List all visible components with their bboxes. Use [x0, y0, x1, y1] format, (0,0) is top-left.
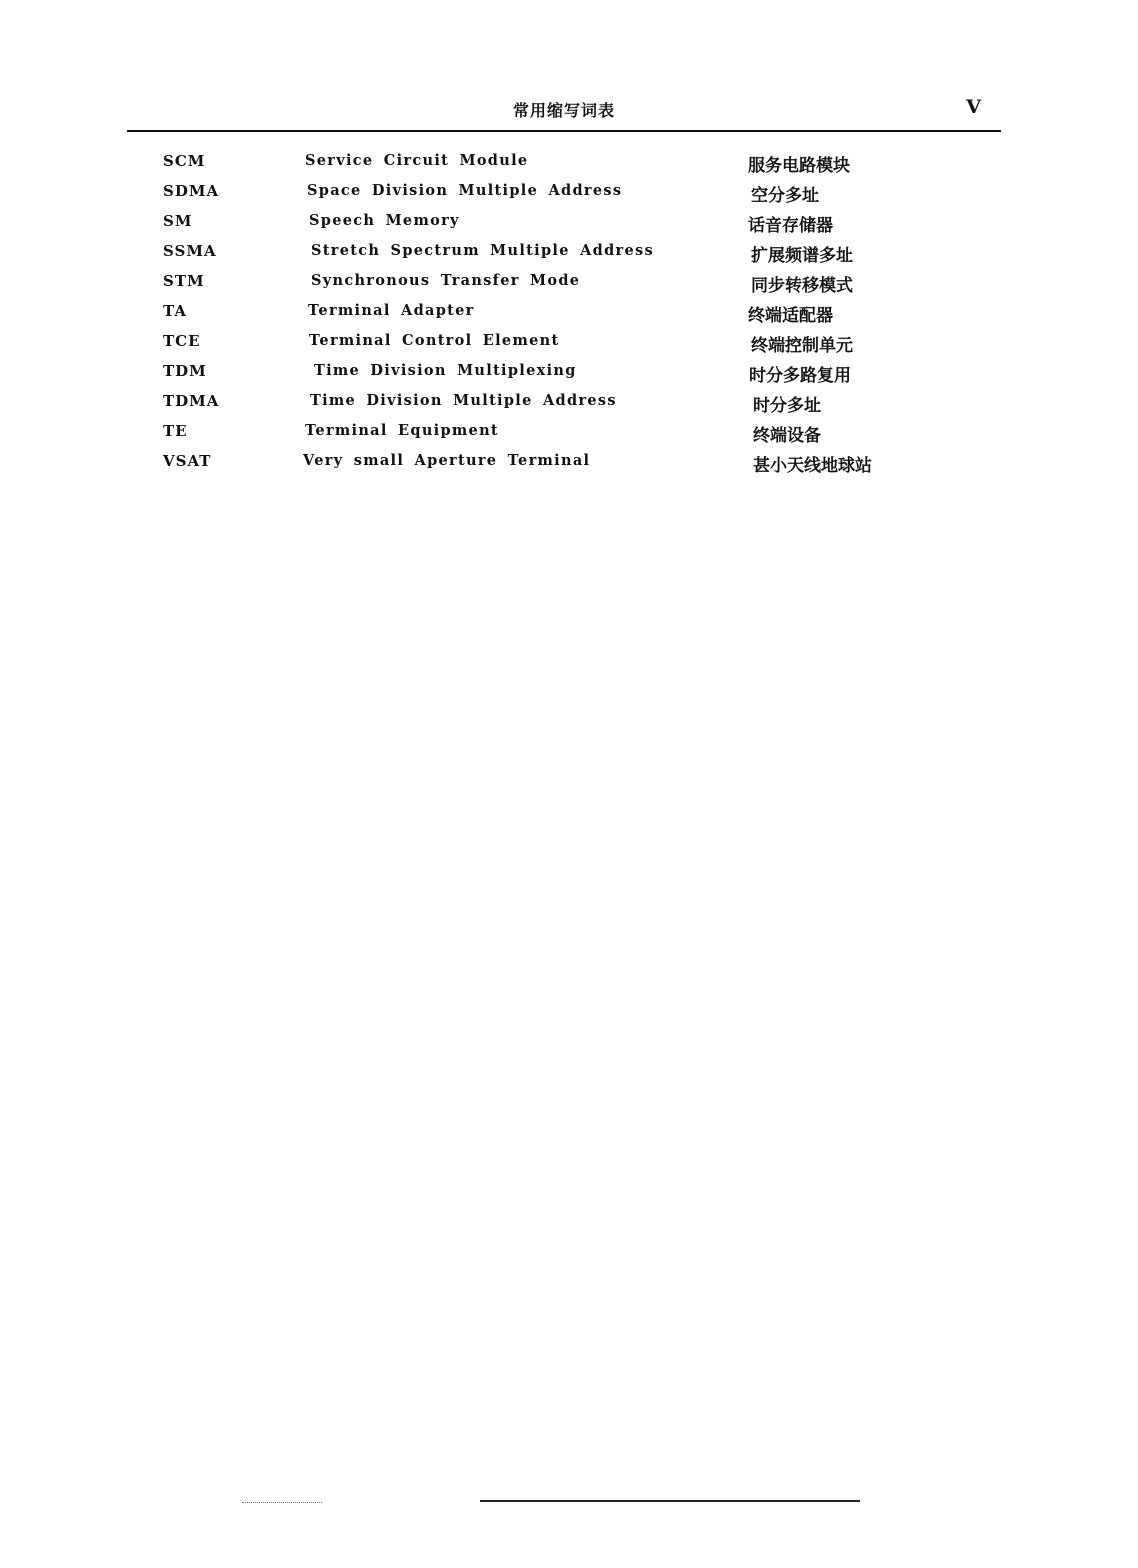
chinese-term: 终端控制单元	[751, 336, 853, 356]
list-item	[163, 240, 923, 270]
list-item	[163, 180, 923, 210]
chinese-term: 扩展频谱多址	[751, 246, 853, 266]
footer-rule-faint	[242, 1502, 322, 1503]
abbreviation: TA	[163, 302, 187, 320]
page-title: 常用缩写词表	[512, 101, 615, 120]
abbreviation: TDMA	[163, 392, 220, 410]
page-number: V	[966, 96, 981, 118]
full-term: Terminal Equipment	[305, 422, 499, 439]
full-term: Stretch Spectrum Multiple Address	[311, 242, 654, 259]
chinese-term: 服务电路模块	[748, 156, 850, 176]
chinese-term: 甚小天线地球站	[753, 456, 872, 476]
page-header	[127, 94, 1001, 132]
list-item	[163, 300, 923, 330]
full-term: Time Division Multiple Address	[310, 392, 617, 409]
abbreviation: VSAT	[163, 452, 212, 470]
list-item	[163, 270, 923, 300]
chinese-term: 时分多路复用	[749, 366, 851, 386]
chinese-term: 空分多址	[751, 186, 819, 206]
full-term: Speech Memory	[309, 212, 460, 229]
full-term: Terminal Control Element	[309, 332, 560, 349]
list-item	[163, 210, 923, 240]
chinese-term: 同步转移模式	[751, 276, 853, 296]
abbreviation-list	[163, 150, 923, 480]
list-item	[163, 150, 923, 180]
list-item	[163, 360, 923, 390]
chinese-term: 时分多址	[753, 396, 821, 416]
abbreviation: SM	[163, 212, 193, 230]
chinese-term: 终端设备	[753, 426, 821, 446]
abbreviation: STM	[163, 272, 205, 290]
list-item	[163, 450, 923, 480]
abbreviation: SSMA	[163, 242, 217, 260]
abbreviation: TE	[163, 422, 188, 440]
abbreviation: SCM	[163, 152, 206, 170]
footer-rule	[480, 1500, 860, 1502]
abbreviation: TCE	[163, 332, 201, 350]
list-item	[163, 420, 923, 450]
full-term: Time Division Multiplexing	[314, 362, 577, 379]
full-term: Very small Aperture Terminal	[303, 452, 591, 469]
full-term: Service Circuit Module	[305, 152, 529, 169]
chinese-term: 终端适配器	[748, 306, 833, 326]
abbreviation: SDMA	[163, 182, 220, 200]
list-item	[163, 330, 923, 360]
list-item	[163, 390, 923, 420]
abbreviation: TDM	[163, 362, 207, 380]
full-term: Space Division Multiple Address	[307, 182, 623, 199]
full-term: Synchronous Transfer Mode	[311, 272, 581, 289]
full-term: Terminal Adapter	[308, 302, 475, 319]
chinese-term: 话音存储器	[748, 216, 833, 236]
